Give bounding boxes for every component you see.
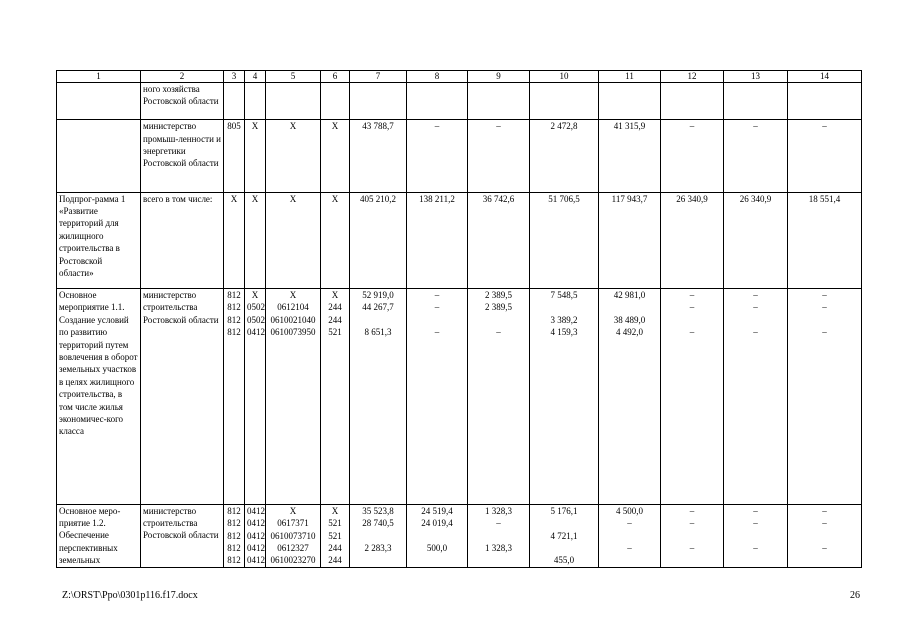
table-cell: 244 (321, 542, 350, 554)
table-cell (530, 301, 599, 313)
table-cell: – (724, 517, 788, 529)
table-cell (350, 314, 407, 326)
table-cell: – (661, 326, 724, 504)
table-cell (468, 554, 530, 567)
col-header: 6 (321, 71, 350, 83)
table-cell: 51 706,5 (530, 192, 599, 288)
table-cell (788, 83, 862, 120)
table-header-row (57, 71, 862, 83)
table-cell: 5 176,1 (530, 504, 599, 517)
table-cell: 500,0 (407, 542, 468, 554)
col-header: 5 (266, 71, 321, 83)
table-cell: – (788, 288, 862, 301)
col-header: 1 (57, 71, 141, 83)
col-header: 7 (350, 71, 407, 83)
table-cell: 521 (321, 530, 350, 542)
table-cell (599, 83, 661, 120)
table-cell: 0610073950 (266, 326, 321, 504)
table-cell (350, 530, 407, 542)
table-cell (350, 83, 407, 120)
table-row (57, 192, 862, 288)
table-cell (407, 314, 468, 326)
table-cell: – (724, 504, 788, 517)
col-header: 10 (530, 71, 599, 83)
table-cell (661, 314, 724, 326)
table-cell: 26 340,9 (724, 192, 788, 288)
table-cell: – (407, 288, 468, 301)
table-cell: Х (266, 288, 321, 301)
table-cell: Основное мероприятие 1.1. Создание условий по развитию территорий путем вовлечения в оборот земельных участков в целях жилищного строительства, в том числе жилья экономичес-кого класса (57, 288, 141, 504)
table-cell: 52 919,0 (350, 288, 407, 301)
table-cell: 2 283,3 (350, 542, 407, 554)
table-cell (661, 530, 724, 542)
table-cell: 0502 (245, 314, 266, 326)
col-header: 11 (599, 71, 661, 83)
col-header: 9 (468, 71, 530, 83)
table-cell: 2 389,5 (468, 301, 530, 313)
table-cell (350, 554, 407, 567)
table-cell: – (661, 504, 724, 517)
table-cell: 812 (224, 326, 245, 504)
table-cell (245, 83, 266, 120)
table-cell (57, 120, 141, 192)
table-row (57, 83, 862, 120)
table-cell: 24 019,4 (407, 517, 468, 529)
table-cell: 4 492,0 (599, 326, 661, 504)
table-cell: Основное меро-приятие 1.2. Обеспечение перспективных земельных (57, 504, 141, 567)
table-cell: 521 (321, 517, 350, 529)
table-row (57, 120, 862, 192)
table-cell: – (788, 301, 862, 313)
table-cell: – (661, 542, 724, 554)
table-cell: – (407, 326, 468, 504)
table-cell: 244 (321, 554, 350, 567)
table-cell (724, 314, 788, 326)
table-cell: 0610073710 (266, 530, 321, 542)
table-cell: Х (321, 120, 350, 192)
table-cell: 35 523,8 (350, 504, 407, 517)
table-cell: 2 389,5 (468, 288, 530, 301)
col-header: 4 (245, 71, 266, 83)
col-header: 14 (788, 71, 862, 83)
table-cell: – (724, 542, 788, 554)
table-cell: Х (266, 120, 321, 192)
page-number: 26 (850, 590, 860, 601)
table-cell (407, 530, 468, 542)
table-cell: 805 (224, 120, 245, 192)
table-cell: – (661, 288, 724, 301)
table-cell: – (468, 120, 530, 192)
table-row (57, 504, 862, 517)
table-cell (407, 554, 468, 567)
table-cell: – (661, 301, 724, 313)
table-cell: 0617371 (266, 517, 321, 529)
table-cell: Х (245, 288, 266, 301)
table-cell: всего в том числе: (141, 192, 224, 288)
table-cell: 8 651,3 (350, 326, 407, 504)
table-cell (530, 517, 599, 529)
table-cell (661, 83, 724, 120)
table-cell: 812 (224, 554, 245, 567)
table-cell (224, 83, 245, 120)
table-cell (724, 83, 788, 120)
table-cell: 138 211,2 (407, 192, 468, 288)
table-cell: Х (245, 192, 266, 288)
table-cell: 4 500,0 (599, 504, 661, 517)
table-cell: Х (266, 192, 321, 288)
table-cell: 0412 (245, 554, 266, 567)
table-cell: 7 548,5 (530, 288, 599, 301)
table-cell: 1 328,3 (468, 542, 530, 554)
table-cell (57, 83, 141, 120)
table-cell: Х (321, 504, 350, 517)
table-cell (724, 554, 788, 567)
table-cell: 0610021040 (266, 314, 321, 326)
table-cell (468, 530, 530, 542)
file-path-footer: Z:\ORST\Ppo\0301p116.f17.docx (62, 590, 198, 601)
table-cell (530, 542, 599, 554)
col-header: 2 (141, 71, 224, 83)
table-cell: – (788, 326, 862, 504)
table-cell: 812 (224, 314, 245, 326)
table-cell: 26 340,9 (661, 192, 724, 288)
table-cell: 405 210,2 (350, 192, 407, 288)
table-cell: 1 328,3 (468, 504, 530, 517)
table-cell: министерство промыш-ленности и энергетики Ростовской области (141, 120, 224, 192)
table-cell (530, 83, 599, 120)
col-header: 8 (407, 71, 468, 83)
table-cell: 0502 (245, 301, 266, 313)
table-cell: 0412 (245, 326, 266, 504)
table-cell: 36 742,6 (468, 192, 530, 288)
table-cell: – (661, 120, 724, 192)
table-cell: – (724, 326, 788, 504)
table-cell: – (724, 301, 788, 313)
table-cell: – (661, 517, 724, 529)
table-cell: министерство строительства Ростовской области (141, 288, 224, 504)
table-cell: – (407, 301, 468, 313)
table-cell (468, 314, 530, 326)
table-cell: Х (321, 192, 350, 288)
table-cell (468, 83, 530, 120)
col-header: 12 (661, 71, 724, 83)
table-cell (661, 554, 724, 567)
table-cell (599, 554, 661, 567)
table-cell (788, 314, 862, 326)
table-cell: 3 389,2 (530, 314, 599, 326)
table-cell: 2 472,8 (530, 120, 599, 192)
table-cell: – (788, 517, 862, 529)
table-cell: 521 (321, 326, 350, 504)
table-cell: 812 (224, 517, 245, 529)
table-cell (599, 530, 661, 542)
table-cell: 117 943,7 (599, 192, 661, 288)
table-cell: 0612104 (266, 301, 321, 313)
table-cell: – (468, 517, 530, 529)
table-cell: 28 740,5 (350, 517, 407, 529)
table-cell: – (788, 542, 862, 554)
table-cell: 18 551,4 (788, 192, 862, 288)
table-cell: 24 519,4 (407, 504, 468, 517)
table-cell: 812 (224, 301, 245, 313)
table-cell: Подпрог-рамма 1 «Развитие территорий для жилищного строительства в Ростовской области» (57, 192, 141, 288)
table-cell: – (724, 120, 788, 192)
table-cell: – (468, 326, 530, 504)
table-cell: 42 981,0 (599, 288, 661, 301)
table-cell: 812 (224, 530, 245, 542)
table-cell: 812 (224, 542, 245, 554)
table-cell: – (788, 504, 862, 517)
table-cell: – (407, 120, 468, 192)
table-cell: Х (321, 288, 350, 301)
table-cell: Х (224, 192, 245, 288)
table-cell: 244 (321, 301, 350, 313)
table-cell: 44 267,7 (350, 301, 407, 313)
table-cell: 41 315,9 (599, 120, 661, 192)
table-cell: 455,0 (530, 554, 599, 567)
table-cell: 38 489,0 (599, 314, 661, 326)
table-cell: – (724, 288, 788, 301)
table-cell (599, 301, 661, 313)
table-cell (266, 83, 321, 120)
table-cell: 0412 (245, 542, 266, 554)
budget-table (56, 70, 862, 568)
table-cell: – (599, 542, 661, 554)
table-cell: 43 788,7 (350, 120, 407, 192)
table-cell: 812 (224, 504, 245, 517)
table-cell: 4 721,1 (530, 530, 599, 542)
table-cell: Х (266, 504, 321, 517)
table-cell: 0612327 (266, 542, 321, 554)
table-cell (321, 83, 350, 120)
table-cell: 812 (224, 288, 245, 301)
table-cell: ного хозяйства Ростовской области (141, 83, 224, 120)
table-cell: 0412 (245, 530, 266, 542)
table-cell (788, 530, 862, 542)
table-cell: 0412 (245, 504, 266, 517)
table-cell: 244 (321, 314, 350, 326)
table-cell: 0610023270 (266, 554, 321, 567)
table-cell: 0412 (245, 517, 266, 529)
table-cell (788, 554, 862, 567)
col-header: 13 (724, 71, 788, 83)
col-header: 3 (224, 71, 245, 83)
table-cell: министерство строительства Ростовской области (141, 504, 224, 567)
table-cell: – (788, 120, 862, 192)
table-cell: Х (245, 120, 266, 192)
table-cell (724, 530, 788, 542)
table-row (57, 288, 862, 301)
table-cell: – (599, 517, 661, 529)
table-cell: 4 159,3 (530, 326, 599, 504)
table-cell (407, 83, 468, 120)
